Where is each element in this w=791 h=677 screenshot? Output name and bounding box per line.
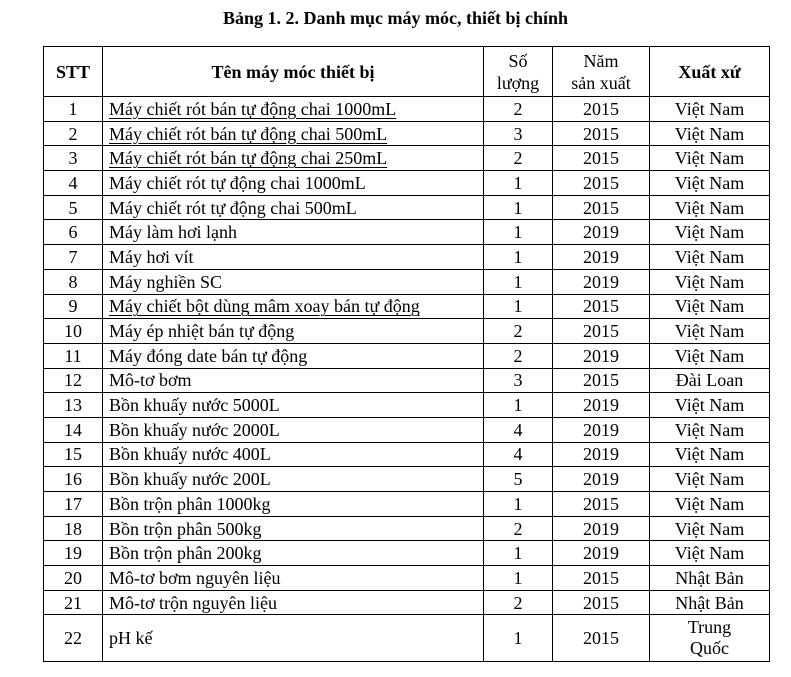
- cell-stt: 5: [44, 195, 103, 220]
- cell-year: 2019: [553, 269, 650, 294]
- cell-origin: Việt Nam: [650, 245, 770, 270]
- header-year-line2: sản xuất: [571, 72, 631, 93]
- cell-quantity: 3: [484, 121, 553, 146]
- cell-origin: Việt Nam: [650, 343, 770, 368]
- cell-stt: 10: [44, 319, 103, 344]
- cell-origin: Việt Nam: [650, 319, 770, 344]
- cell-origin: Việt Nam: [650, 269, 770, 294]
- cell-origin: Việt Nam: [650, 467, 770, 492]
- cell-year: 2019: [553, 343, 650, 368]
- cell-year: 2015: [553, 195, 650, 220]
- cell-quantity: 1: [484, 195, 553, 220]
- cell-quantity: 2: [484, 319, 553, 344]
- equipment-name-text: Máy đóng date bán tự động: [109, 345, 308, 366]
- equipment-name-text: Máy hơi vít: [109, 246, 194, 267]
- equipment-table: [43, 46, 770, 662]
- cell-quantity: 4: [484, 417, 553, 442]
- cell-equipment-name: [103, 541, 484, 566]
- equipment-name-text: Máy chiết rót tự động chai 500mL: [109, 197, 357, 218]
- table-row: [44, 294, 770, 319]
- cell-year: 2019: [553, 467, 650, 492]
- cell-year: 2015: [553, 319, 650, 344]
- table-row: [44, 590, 770, 615]
- cell-quantity: 2: [484, 146, 553, 171]
- cell-quantity: 2: [484, 590, 553, 615]
- cell-quantity: 1: [484, 541, 553, 566]
- cell-stt: 9: [44, 294, 103, 319]
- table-row: [44, 245, 770, 270]
- cell-equipment-name: [103, 467, 484, 492]
- cell-origin: Việt Nam: [650, 417, 770, 442]
- table-row: [44, 492, 770, 517]
- cell-origin: Việt Nam: [650, 146, 770, 171]
- cell-year: 2019: [553, 245, 650, 270]
- table-row: [44, 393, 770, 418]
- cell-origin: Việt Nam: [650, 516, 770, 541]
- cell-year: 2015: [553, 590, 650, 615]
- cell-quantity: 1: [484, 492, 553, 517]
- cell-stt: 15: [44, 442, 103, 467]
- cell-stt: 13: [44, 393, 103, 418]
- cell-stt: 18: [44, 516, 103, 541]
- cell-year: 2015: [553, 97, 650, 122]
- equipment-name-text: Bồn trộn phân 200kg: [109, 543, 262, 564]
- origin-line1: Trung: [687, 617, 732, 638]
- equipment-name-text: Máy làm hơi lạnh: [109, 222, 237, 243]
- table-row: [44, 220, 770, 245]
- equipment-name-text: Bồn khuấy nước 200L: [109, 469, 271, 490]
- cell-origin: [650, 615, 770, 662]
- cell-year: 2015: [553, 368, 650, 393]
- cell-equipment-name: [103, 516, 484, 541]
- cell-stt: 19: [44, 541, 103, 566]
- cell-quantity: 1: [484, 245, 553, 270]
- cell-year: 2015: [553, 146, 650, 171]
- cell-year: 2015: [553, 121, 650, 146]
- cell-origin: Việt Nam: [650, 97, 770, 122]
- cell-stt: 1: [44, 97, 103, 122]
- equipment-name-text: Bồn khuấy nước 2000L: [109, 419, 280, 440]
- cell-stt: 8: [44, 269, 103, 294]
- cell-equipment-name: [103, 269, 484, 294]
- cell-quantity: 1: [484, 171, 553, 196]
- cell-equipment-name: [103, 220, 484, 245]
- cell-equipment-name: [103, 442, 484, 467]
- header-quantity-line2: lượng: [496, 72, 540, 93]
- cell-stt: 22: [44, 615, 103, 662]
- equipment-name-text: Máy chiết rót bán tự động chai 250mL: [109, 148, 388, 169]
- cell-equipment-name: [103, 294, 484, 319]
- header-origin: Xuất xứ: [650, 47, 770, 97]
- cell-quantity: 1: [484, 566, 553, 591]
- table-row: [44, 541, 770, 566]
- cell-origin: Nhật Bản: [650, 590, 770, 615]
- table-caption: Bảng 1. 2. Danh mục máy móc, thiết bị chính: [222, 8, 569, 28]
- table-row: [44, 368, 770, 393]
- cell-quantity: 1: [484, 615, 553, 662]
- equipment-name-text: pH kế: [109, 628, 153, 649]
- table-row: [44, 566, 770, 591]
- cell-stt: 7: [44, 245, 103, 270]
- cell-origin: Việt Nam: [650, 393, 770, 418]
- cell-stt: 20: [44, 566, 103, 591]
- cell-origin: Việt Nam: [650, 294, 770, 319]
- cell-equipment-name: [103, 615, 484, 662]
- cell-equipment-name: [103, 97, 484, 122]
- cell-year: 2019: [553, 516, 650, 541]
- cell-origin: Đài Loan: [650, 368, 770, 393]
- header-quantity-line1: Số: [508, 50, 528, 71]
- cell-equipment-name: [103, 146, 484, 171]
- cell-stt: 11: [44, 343, 103, 368]
- cell-equipment-name: [103, 566, 484, 591]
- cell-stt: 21: [44, 590, 103, 615]
- cell-quantity: 4: [484, 442, 553, 467]
- table-row: [44, 269, 770, 294]
- cell-quantity: 1: [484, 294, 553, 319]
- cell-quantity: 2: [484, 343, 553, 368]
- equipment-name-text: Bồn trộn phân 500kg: [109, 518, 262, 539]
- cell-equipment-name: [103, 417, 484, 442]
- header-quantity: [484, 47, 553, 97]
- cell-year: 2015: [553, 615, 650, 662]
- cell-origin: Việt Nam: [650, 171, 770, 196]
- cell-stt: 16: [44, 467, 103, 492]
- cell-stt: 12: [44, 368, 103, 393]
- equipment-name-text: Máy chiết rót tự động chai 1000mL: [109, 172, 366, 193]
- table-row: [44, 516, 770, 541]
- equipment-name-text: Bồn khuấy nước 400L: [109, 444, 271, 465]
- cell-quantity: 1: [484, 269, 553, 294]
- equipment-name-text: Máy chiết rót bán tự động chai 500mL: [109, 123, 388, 144]
- cell-origin: Việt Nam: [650, 492, 770, 517]
- cell-equipment-name: [103, 343, 484, 368]
- header-stt: STT: [44, 47, 103, 97]
- table-row: [44, 615, 770, 662]
- cell-quantity: 5: [484, 467, 553, 492]
- equipment-name-text: Mô-tơ bơm nguyên liệu: [109, 567, 281, 588]
- cell-origin: Việt Nam: [650, 220, 770, 245]
- cell-quantity: 1: [484, 393, 553, 418]
- cell-stt: 2: [44, 121, 103, 146]
- cell-year: 2019: [553, 541, 650, 566]
- cell-stt: 3: [44, 146, 103, 171]
- cell-year: 2019: [553, 442, 650, 467]
- cell-equipment-name: [103, 171, 484, 196]
- origin-line2: Quốc: [690, 638, 729, 659]
- cell-year: 2015: [553, 294, 650, 319]
- cell-quantity: 3: [484, 368, 553, 393]
- cell-year: 2019: [553, 220, 650, 245]
- table-header-row: [44, 47, 770, 97]
- table-row: [44, 97, 770, 122]
- table-row: [44, 417, 770, 442]
- equipment-name-text: Mô-tơ bơm: [109, 370, 192, 391]
- equipment-name-text: Bồn khuấy nước 5000L: [109, 395, 280, 416]
- cell-origin: Nhật Bản: [650, 566, 770, 591]
- equipment-name-text: Mô-tơ trộn nguyên liệu: [109, 592, 277, 613]
- table-row: [44, 195, 770, 220]
- cell-equipment-name: [103, 590, 484, 615]
- cell-year: 2015: [553, 566, 650, 591]
- cell-year: 2015: [553, 171, 650, 196]
- equipment-name-text: Máy nghiền SC: [109, 271, 223, 292]
- cell-year: 2019: [553, 393, 650, 418]
- cell-origin: Việt Nam: [650, 195, 770, 220]
- cell-origin: Việt Nam: [650, 121, 770, 146]
- table-body: [44, 97, 770, 662]
- cell-equipment-name: [103, 245, 484, 270]
- table-row: [44, 146, 770, 171]
- equipment-name-text: Máy ép nhiệt bán tự động: [109, 321, 295, 342]
- header-year: [553, 47, 650, 97]
- equipment-name-text: Bồn trộn phân 1000kg: [109, 493, 271, 514]
- equipment-name-text: Máy chiết rót bán tự động chai 1000mL: [109, 98, 397, 119]
- cell-equipment-name: [103, 368, 484, 393]
- cell-stt: 14: [44, 417, 103, 442]
- table-row: [44, 442, 770, 467]
- cell-origin: Việt Nam: [650, 541, 770, 566]
- cell-quantity: 2: [484, 516, 553, 541]
- cell-stt: 4: [44, 171, 103, 196]
- table-row: [44, 121, 770, 146]
- cell-origin: Việt Nam: [650, 442, 770, 467]
- table-row: [44, 171, 770, 196]
- cell-quantity: 1: [484, 220, 553, 245]
- header-year-line1: Năm: [583, 50, 619, 71]
- cell-equipment-name: [103, 492, 484, 517]
- cell-equipment-name: [103, 393, 484, 418]
- cell-equipment-name: [103, 319, 484, 344]
- cell-equipment-name: [103, 195, 484, 220]
- table-row: [44, 343, 770, 368]
- cell-stt: 6: [44, 220, 103, 245]
- cell-equipment-name: [103, 121, 484, 146]
- table-row: [44, 467, 770, 492]
- cell-year: 2015: [553, 492, 650, 517]
- table-row: [44, 319, 770, 344]
- equipment-name-text: Máy chiết bột dùng mâm xoay bán tự động: [109, 296, 420, 317]
- header-equipment-name: Tên máy móc thiết bị: [103, 47, 484, 97]
- cell-stt: 17: [44, 492, 103, 517]
- cell-quantity: 2: [484, 97, 553, 122]
- cell-year: 2019: [553, 417, 650, 442]
